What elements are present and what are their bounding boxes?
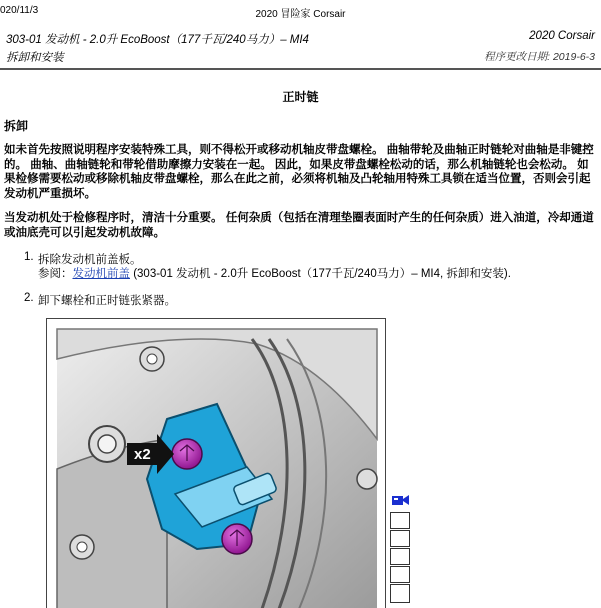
step-text: 拆除发动机前盖板。 <box>38 254 142 266</box>
thumbnail-icon[interactable] <box>390 512 410 529</box>
thumbnail-icon[interactable] <box>390 566 410 583</box>
step-text: 卸下螺栓和正时链张紧器。 <box>38 295 176 307</box>
warning-paragraph: 如未首先按照说明程序安装特殊工具，则不得松开或移动机轴皮带盘螺栓。 曲轴带轮及曲轴正时链轮对曲轴是非键控的。 曲轴、曲轴链轮和带轮借助摩擦力安装在一起。 因此，如果皮带盘螺栓松动的话，那么机轴链轮也会松动。 如果检修需要松动或移除机轴皮带盘螺栓，那么在此之前，必须将机轴及凸轮轴用特殊工具锁在适当位置，否则会引起发动机严重损坏。 <box>4 144 594 200</box>
timing-chain-tensioner-illustration <box>47 319 386 608</box>
reference-suffix: (303-01 发动机 - 2.0升 EcoBoost（177千瓦/240马力）– MI4, 拆卸和安装). <box>133 268 511 280</box>
thumbnail-icon[interactable] <box>390 584 410 603</box>
section-heading: 拆卸 <box>4 119 29 133</box>
quantity-callout: x2 <box>134 446 151 463</box>
print-date: 020/11/3 <box>0 5 39 16</box>
figure-frame[interactable] <box>46 318 386 608</box>
vehicle-name: 2020 Corsair <box>529 30 595 42</box>
page-title: 正时链 <box>282 90 319 104</box>
step-number: 2. <box>24 292 34 304</box>
step-reference <box>38 265 511 281</box>
caution-paragraph: 当发动机处于检修程序时，清洁十分重要。 任何杂质（包括在清理垫圈表面时产生的任何杂质）进入油道，冷却通道或油底壳可以引起发动机故障。 <box>4 212 594 239</box>
thumbnail-icon[interactable] <box>390 548 410 565</box>
reference-prefix: 参阅： <box>38 268 73 280</box>
procedure-type: 拆卸和安装 <box>6 52 64 64</box>
front-cover-link[interactable]: 发动机前盖 <box>72 268 130 280</box>
header-divider <box>0 68 601 70</box>
revision-date: 程序更改日期: 2019-6-3 <box>484 51 595 63</box>
video-camera-icon[interactable] <box>392 493 410 505</box>
thumbnail-icon[interactable] <box>390 530 410 547</box>
print-header-title: 2020 冒险家 Corsair <box>255 9 346 20</box>
section-title: 303-01 发动机 - 2.0升 EcoBoost（177千瓦/240马力）– MI4 <box>6 34 309 46</box>
step-number: 1. <box>24 251 34 263</box>
